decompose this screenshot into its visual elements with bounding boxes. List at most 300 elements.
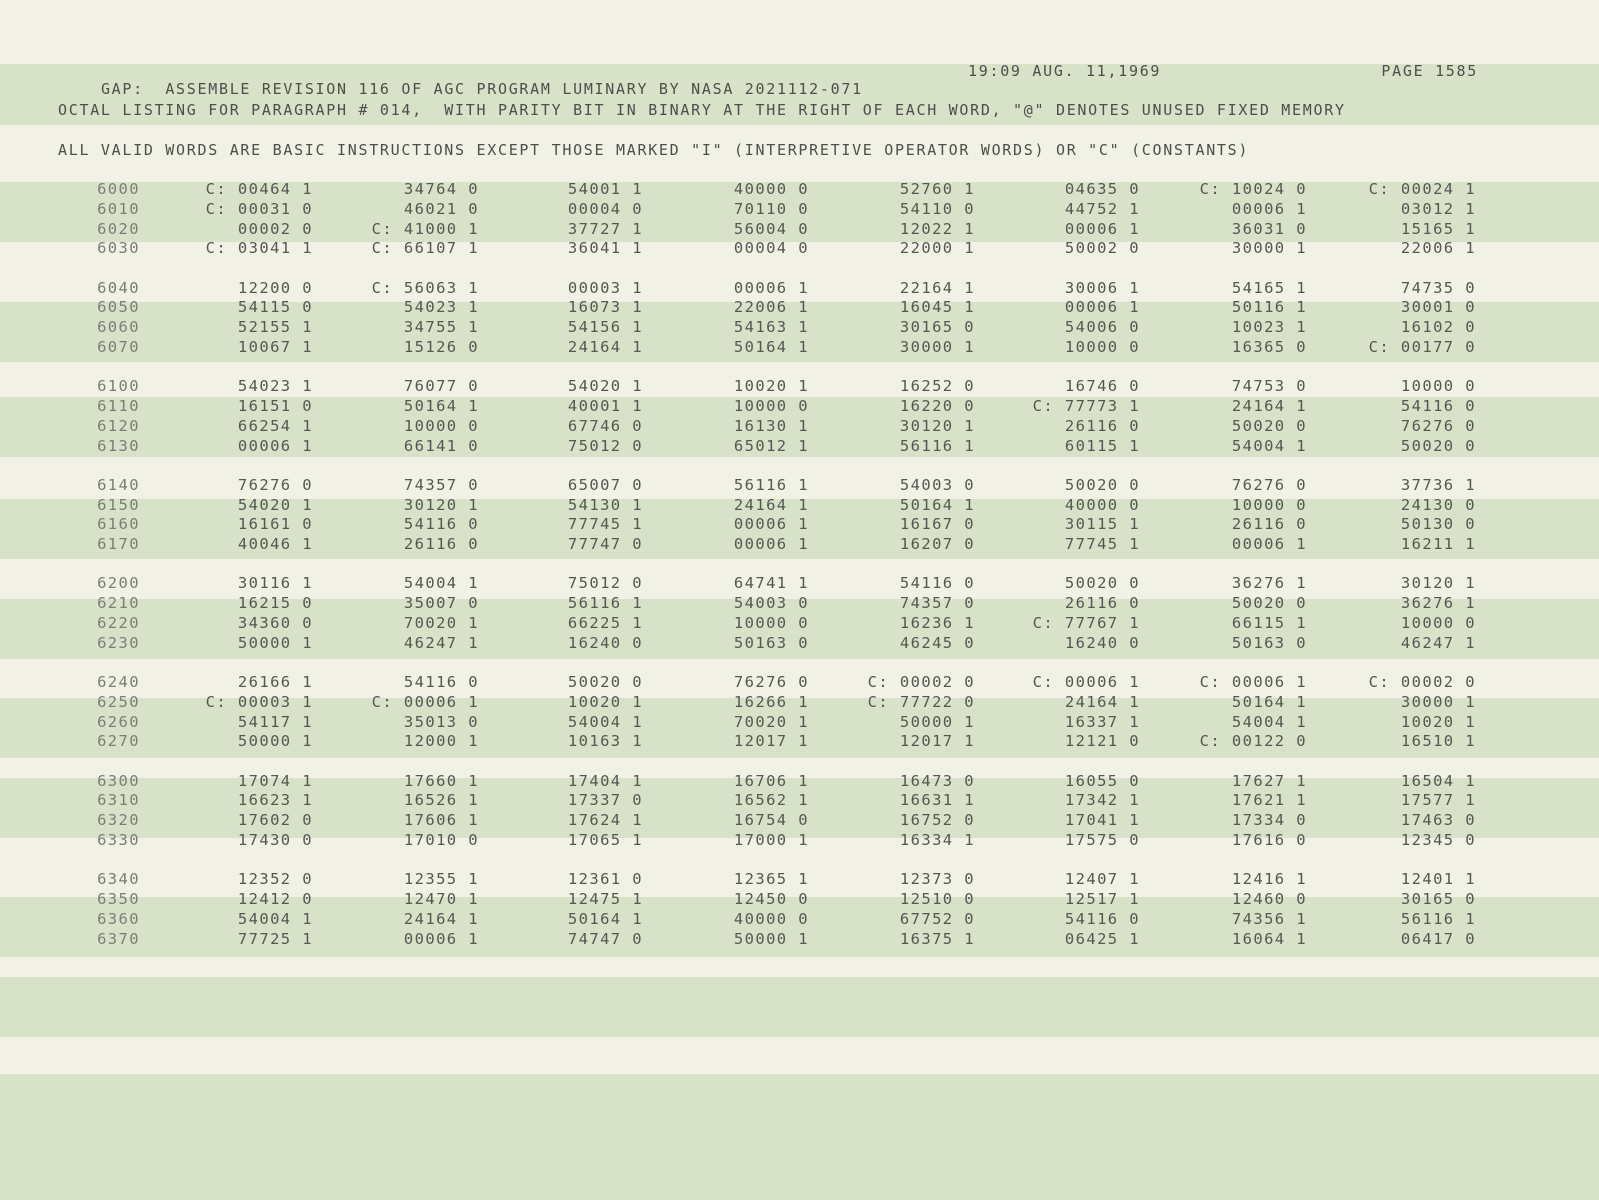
memory-word: 10020 1 [567,692,643,711]
memory-word: 30000 1 [899,338,975,356]
memory-word: 50164 1 [899,495,975,514]
memory-word: 54116 0 [899,574,975,593]
memory-word: 06417 0 [1400,929,1476,948]
memory-word: 50164 1 [403,397,479,415]
row-address: 6310 [97,791,140,810]
memory-word: 17334 0 [1231,811,1307,830]
memory-word: 06425 1 [1064,929,1140,948]
memory-word: 00006 1 [1064,219,1140,238]
memory-word: 30165 0 [1400,890,1476,908]
memory-word: C: 00464 1 [205,180,313,198]
listing-row [0,496,1599,516]
memory-word: C: 77722 0 [867,692,975,711]
memory-word: 12373 0 [899,870,975,889]
memory-word: 22164 1 [899,278,975,297]
row-address: 6340 [97,870,140,889]
memory-word: C: 00006 1 [371,692,479,711]
memory-word: 04635 0 [1064,180,1140,198]
memory-word: 35013 0 [403,712,479,731]
memory-word: 12470 1 [403,890,479,908]
memory-word: 54116 0 [1064,909,1140,928]
memory-word: 50020 0 [1064,475,1140,494]
memory-word: 16365 0 [1231,338,1307,356]
row-address: 6240 [97,673,140,691]
memory-word: 12407 1 [1064,870,1140,889]
memory-word: 16337 1 [1064,712,1140,731]
memory-word: 24164 1 [1231,397,1307,415]
memory-word: 77745 1 [567,515,643,534]
memory-word: 16562 1 [733,791,809,810]
row-address: 6250 [97,692,140,711]
memory-word: 70110 0 [733,199,809,218]
memory-word: 10023 1 [1231,318,1307,337]
memory-word: 10067 1 [237,338,313,356]
memory-word: 65012 1 [733,436,809,455]
memory-word: 22006 1 [1400,239,1476,258]
memory-word: 34755 1 [403,318,479,337]
memory-word: 54156 1 [567,318,643,337]
memory-word: 70020 1 [403,614,479,632]
memory-word: 16102 0 [1400,318,1476,337]
memory-word: 17621 1 [1231,791,1307,810]
memory-word: C: 56063 1 [371,278,479,297]
memory-word: 54003 0 [899,475,975,494]
memory-word: 12450 0 [733,890,809,908]
memory-word: 54004 1 [1231,712,1307,731]
memory-word: 67752 0 [899,909,975,928]
row-address: 6230 [97,633,140,652]
listing-row [0,870,1599,890]
memory-word: 66254 1 [237,416,313,435]
row-address: 6010 [97,199,140,218]
memory-word: 77747 0 [567,535,643,554]
memory-word: 30120 1 [899,416,975,435]
memory-word: 16473 0 [899,771,975,790]
memory-word: 12017 1 [733,732,809,751]
memory-word: 74357 0 [403,475,479,494]
memory-word: 66141 0 [403,436,479,455]
listing-row [0,930,1599,950]
memory-word: 16161 0 [237,515,313,534]
memory-word: C: 00177 0 [1368,338,1476,356]
listing-row [0,417,1599,437]
page-number: PAGE 1585 [1381,62,1478,80]
memory-word: 17430 0 [237,831,313,849]
memory-word: 30120 1 [403,495,479,514]
memory-word: 24164 1 [403,909,479,928]
row-address: 6300 [97,771,140,790]
memory-word: 16207 0 [899,535,975,554]
memory-word: C: 66107 1 [371,239,479,258]
memory-word: 36041 1 [567,239,643,258]
memory-word: 54004 1 [403,574,479,593]
row-address: 6040 [97,278,140,297]
memory-word: 12412 0 [237,890,313,908]
memory-word: 30000 1 [1231,239,1307,258]
memory-word: 46247 1 [403,633,479,652]
row-address: 6120 [97,416,140,435]
row-address: 6320 [97,811,140,830]
memory-word: C: 00024 1 [1368,180,1476,198]
memory-word: 54006 0 [1064,318,1140,337]
memory-word: 24164 1 [1064,692,1140,711]
memory-word: 64741 1 [733,574,809,593]
listing-row [0,732,1599,752]
memory-word: 12416 1 [1231,870,1307,889]
memory-word: 16504 1 [1400,771,1476,790]
memory-word: 00006 1 [403,929,479,948]
memory-word: 26116 0 [1231,515,1307,534]
memory-word: 16073 1 [567,298,643,317]
memory-word: 16151 0 [237,397,313,415]
row-address: 6110 [97,397,140,415]
memory-word: 76276 0 [237,475,313,494]
memory-word: 16623 1 [237,791,313,810]
memory-word: 17342 1 [1064,791,1140,810]
memory-word: 12200 0 [237,278,313,297]
memory-word: 46245 0 [899,633,975,652]
memory-word: 12361 0 [567,870,643,889]
memory-word: 52155 1 [237,318,313,337]
listing-row [0,693,1599,713]
memory-word: 00004 0 [733,239,809,258]
memory-word: 65007 0 [567,475,643,494]
memory-word: 50000 1 [733,929,809,948]
memory-word: 10000 0 [733,614,809,632]
memory-word: 16252 0 [899,377,975,396]
memory-word: 16236 1 [899,614,975,632]
memory-word: C: 77773 1 [1032,397,1140,415]
memory-word: C: 00006 1 [1032,673,1140,691]
row-address: 6350 [97,890,140,908]
memory-word: 00006 1 [733,515,809,534]
memory-word: 52760 1 [899,180,975,198]
row-address: 6130 [97,436,140,455]
memory-word: 30001 0 [1400,298,1476,317]
memory-word: 66225 1 [567,614,643,632]
memory-word: 15165 1 [1400,219,1476,238]
memory-word: 30000 1 [1400,692,1476,711]
memory-word: 76276 0 [733,673,809,691]
memory-word: 16375 1 [899,929,975,948]
memory-word: 17616 0 [1231,831,1307,849]
memory-word: 22000 1 [899,239,975,258]
memory-word: 16211 1 [1400,535,1476,554]
memory-word: 50000 1 [237,633,313,652]
memory-word: 37727 1 [567,219,643,238]
memory-word: 12121 0 [1064,732,1140,751]
memory-word: 54110 0 [899,199,975,218]
memory-word: 00006 1 [1231,535,1307,554]
memory-word: 77745 1 [1064,535,1140,554]
memory-word: 40046 1 [237,535,313,554]
memory-word: 74357 0 [899,594,975,613]
memory-word: 50000 1 [237,732,313,751]
memory-word: 46021 0 [403,199,479,218]
memory-word: 16526 1 [403,791,479,810]
row-address: 6100 [97,377,140,396]
memory-word: 17010 0 [403,831,479,849]
memory-word: 54020 1 [237,495,313,514]
memory-word: 44752 1 [1064,199,1140,218]
memory-word: 54004 1 [237,909,313,928]
memory-word: 16130 1 [733,416,809,435]
memory-word: 70020 1 [733,712,809,731]
memory-word: 54001 1 [567,180,643,198]
memory-word: 26116 0 [1064,594,1140,613]
memory-word: 76276 0 [1231,475,1307,494]
row-address: 6000 [97,180,140,198]
memory-word: 10000 0 [1400,377,1476,396]
memory-word: 54023 1 [237,377,313,396]
memory-word: 40001 1 [567,397,643,415]
listing-row [0,338,1599,358]
row-address: 6370 [97,929,140,948]
memory-word: 50020 0 [1064,574,1140,593]
memory-word: C: 10024 0 [1199,180,1307,198]
memory-word: 00006 1 [237,436,313,455]
memory-word: 10000 0 [403,416,479,435]
memory-word: 54163 1 [733,318,809,337]
memory-word: 17575 0 [1064,831,1140,849]
memory-word: 10000 0 [1231,495,1307,514]
memory-word: 74753 0 [1231,377,1307,396]
memory-word: 16167 0 [899,515,975,534]
memory-word: 16055 0 [1064,771,1140,790]
memory-word: 12022 1 [899,219,975,238]
memory-word: 16215 0 [237,594,313,613]
memory-word: 54116 0 [403,515,479,534]
row-address: 6050 [97,298,140,317]
memory-word: 17041 1 [1064,811,1140,830]
memory-word: 17337 0 [567,791,643,810]
listing-row [0,437,1599,457]
memory-word: 16045 1 [899,298,975,317]
memory-word: 46247 1 [1400,633,1476,652]
memory-word: 54020 1 [567,377,643,396]
memory-word: 74747 0 [567,929,643,948]
memory-word: 12401 1 [1400,870,1476,889]
memory-word: 00003 1 [567,278,643,297]
memory-word: 12365 1 [733,870,809,889]
listing-row [0,298,1599,318]
memory-word: 50164 1 [1231,692,1307,711]
memory-word: 76077 0 [403,377,479,396]
memory-word: 50130 0 [1400,515,1476,534]
memory-word: 30006 1 [1064,278,1140,297]
memory-word: 54023 1 [403,298,479,317]
memory-word: 56116 1 [1400,909,1476,928]
memory-word: 40000 0 [1064,495,1140,514]
row-address: 6020 [97,219,140,238]
memory-word: C: 00002 0 [867,673,975,691]
memory-word: 10000 0 [1064,338,1140,356]
memory-word: 16334 1 [899,831,975,849]
memory-word: 12355 1 [403,870,479,889]
listing-row [0,515,1599,535]
memory-word: 30165 0 [899,318,975,337]
memory-word: 00006 1 [1064,298,1140,317]
row-address: 6270 [97,732,140,751]
greenbar-band [0,1134,1599,1200]
memory-word: 66115 1 [1231,614,1307,632]
listing-row [0,791,1599,811]
row-address: 6200 [97,574,140,593]
memory-word: 16220 0 [899,397,975,415]
memory-word: C: 00006 1 [1199,673,1307,691]
memory-word: 74735 0 [1400,278,1476,297]
memory-word: 54115 0 [237,298,313,317]
memory-word: 16064 1 [1231,929,1307,948]
memory-word: 10020 1 [1400,712,1476,731]
row-address: 6140 [97,475,140,494]
row-address: 6360 [97,909,140,928]
memory-word: 00006 1 [733,278,809,297]
memory-word: 36276 1 [1400,594,1476,613]
memory-word: 12000 1 [403,732,479,751]
memory-word: 77725 1 [237,929,313,948]
memory-word: 36031 0 [1231,219,1307,238]
memory-word: 16631 1 [899,791,975,810]
memory-word: 10163 1 [567,732,643,751]
memory-word: 17074 1 [237,771,313,790]
memory-word: 12352 0 [237,870,313,889]
row-address: 6210 [97,594,140,613]
memory-word: 24130 0 [1400,495,1476,514]
memory-word: 74356 1 [1231,909,1307,928]
row-address: 6260 [97,712,140,731]
listing-row [0,220,1599,240]
memory-word: 17577 1 [1400,791,1476,810]
memory-word: 34360 0 [237,614,313,632]
row-address: 6160 [97,515,140,534]
memory-word: 12475 1 [567,890,643,908]
memory-word: C: 00031 0 [205,199,313,218]
memory-word: 56116 1 [899,436,975,455]
memory-word: 16754 0 [733,811,809,830]
memory-word: C: 77767 1 [1032,614,1140,632]
listing-row [0,634,1599,654]
memory-word: 03012 1 [1400,199,1476,218]
memory-word: 00006 1 [733,535,809,554]
memory-word: 12460 0 [1231,890,1307,908]
row-address: 6030 [97,239,140,258]
memory-word: 12017 1 [899,732,975,751]
memory-word: 12517 1 [1064,890,1140,908]
listing-row [0,673,1599,693]
listing-row [0,377,1599,397]
memory-word: 54116 0 [403,673,479,691]
listing-row [0,890,1599,910]
memory-word: 76276 0 [1400,416,1476,435]
memory-word: 10000 0 [733,397,809,415]
memory-word: 16266 1 [733,692,809,711]
memory-word: 26116 0 [403,535,479,554]
memory-word: C: 00122 0 [1199,732,1307,751]
memory-word: 24164 1 [733,495,809,514]
header-line-2: OCTAL LISTING FOR PARAGRAPH # 014, WITH PARITY BIT IN BINARY AT THE RIGHT OF EACH WORD, "@" DENOTES UNUSED FIXED MEMORY [58,101,1346,119]
greenbar-band [0,977,1599,1037]
memory-word: 22006 1 [733,298,809,317]
row-address: 6170 [97,535,140,554]
memory-word: 54116 0 [1400,397,1476,415]
memory-word: C: 00003 1 [205,692,313,711]
memory-word: 16746 0 [1064,377,1140,396]
memory-word: 50116 1 [1231,298,1307,317]
memory-word: C: 41000 1 [371,219,479,238]
row-address: 6070 [97,338,140,356]
memory-word: 50164 1 [567,909,643,928]
memory-word: 75012 0 [567,436,643,455]
memory-word: 17624 1 [567,811,643,830]
memory-word: 50163 0 [733,633,809,652]
row-address: 6150 [97,495,140,514]
memory-word: 26116 0 [1064,416,1140,435]
memory-word: 00006 1 [1231,199,1307,218]
memory-word: 16240 0 [567,633,643,652]
memory-word: 34764 0 [403,180,479,198]
memory-word: 50163 0 [1231,633,1307,652]
memory-word: 54003 0 [733,594,809,613]
memory-word: 56004 0 [733,219,809,238]
memory-word: 16752 0 [899,811,975,830]
memory-word: 17463 0 [1400,811,1476,830]
memory-word: 75012 0 [567,574,643,593]
memory-word: 56116 1 [567,594,643,613]
memory-word: 67746 0 [567,416,643,435]
listing-row [0,614,1599,634]
listing-row [0,318,1599,338]
memory-word: 60115 1 [1064,436,1140,455]
memory-word: 35007 0 [403,594,479,613]
memory-word: 54117 1 [237,712,313,731]
listing-row [0,476,1599,496]
memory-word: 17660 1 [403,771,479,790]
memory-word: 54004 1 [1231,436,1307,455]
listing-row [0,397,1599,417]
memory-word: 30115 1 [1064,515,1140,534]
assembly-timestamp: 19:09 AUG. 11,1969 [968,62,1162,80]
listing-row [0,811,1599,831]
listing-row [0,713,1599,733]
listing-row [0,180,1599,200]
memory-word: 24164 1 [567,338,643,356]
greenbar-band [0,1074,1599,1134]
memory-word: 10000 0 [1400,614,1476,632]
listing-row [0,239,1599,259]
memory-word: 00002 0 [237,219,313,238]
memory-word: 36276 1 [1231,574,1307,593]
memory-word: 37736 1 [1400,475,1476,494]
memory-word: 16510 1 [1400,732,1476,751]
listing-row [0,772,1599,792]
memory-word: 16240 0 [1064,633,1140,652]
listing-row [0,574,1599,594]
memory-word: 54130 1 [567,495,643,514]
memory-word: C: 03041 1 [205,239,313,258]
row-address: 6060 [97,318,140,337]
memory-word: 54004 1 [567,712,643,731]
memory-word: 17602 0 [237,811,313,830]
memory-word: 56116 1 [733,475,809,494]
memory-word: 26166 1 [237,673,313,691]
memory-word: 40000 0 [733,909,809,928]
memory-word: 50020 0 [1231,594,1307,613]
memory-word: 50020 0 [1231,416,1307,435]
memory-word: 12510 0 [899,890,975,908]
memory-word: 00004 0 [567,199,643,218]
memory-word: 30116 1 [237,574,313,593]
